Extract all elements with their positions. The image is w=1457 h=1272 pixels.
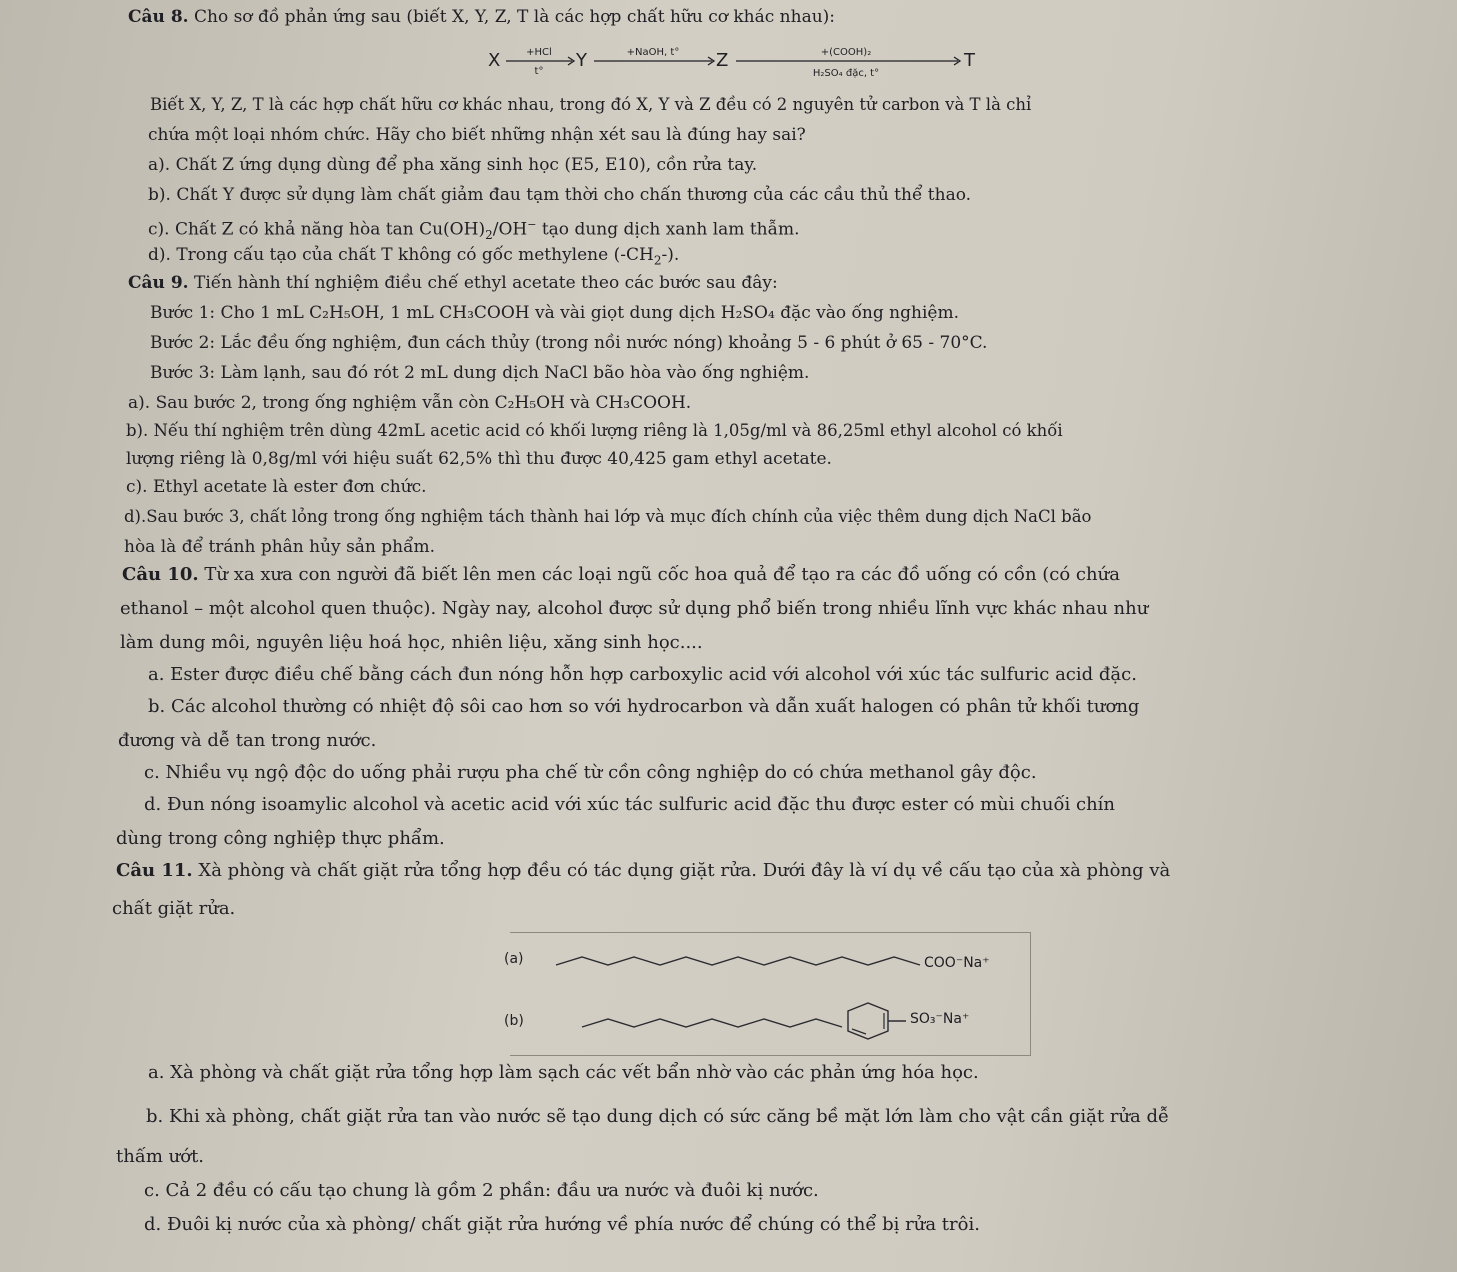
q9-step-3: Bước 3: Làm lạnh, sau đó rót 2 mL dung dịch NaCl bão hòa vào ống nghiệm. (150, 363, 810, 383)
soap-hydrocarbon-tail (556, 957, 920, 965)
q10-title-text: Từ xa xưa con người đã biết lên men các loại ngũ cốc hoa quả để tạo ra các đồ uống có cồn (có chứa (198, 564, 1120, 585)
q10-option-b-1: b. Các alcohol thường có nhiệt độ sôi cao hơn so với hydrocarbon và dẫn xuất halogen có phân tử khối tương (148, 696, 1140, 717)
q8-option-d (148, 244, 679, 271)
figure-label-b: (b) (504, 1013, 524, 1029)
q11-title-bold: Câu 11. (116, 860, 193, 881)
q8-d-text-1: d). Trong cấu tạo của chất T không có gốc methylene (-CH (148, 245, 654, 265)
scheme-t: T (964, 50, 975, 71)
q9-option-d-1: d).Sau bước 3, chất lỏng trong ống nghiệm tách thành hai lớp và mục đích chính của việc thêm dung dịch NaCl bão (124, 507, 1092, 526)
molecule-drawings (510, 933, 1030, 1055)
scheme-y: Y (576, 50, 587, 71)
q9-title-bold: Câu 9. (128, 273, 189, 293)
q11-title-text: Xà phòng và chất giặt rửa tổng hợp đều có tác dụng giặt rửa. Dưới đây là ví dụ về cấu tạo của xà phòng và (192, 860, 1171, 881)
q8-c-text-2: /OH (492, 219, 528, 240)
surfactant-structure-figure (504, 932, 1031, 1056)
q11-option-b-1: b. Khi xà phòng, chất giặt rửa tan vào nước sẽ tạo dung dịch có sức căng bề mặt lớn làm cho vật cần giặt rửa dễ (146, 1106, 1170, 1127)
detergent-hydrocarbon-tail (582, 1019, 842, 1027)
q8-intro-2: chứa một loại nhóm chức. Hãy cho biết những nhận xét sau là đúng hay sai? (148, 125, 806, 145)
q9-option-d-2: hòa là để tránh phân hủy sản phẩm. (124, 537, 436, 557)
detergent-head-group: SO₃⁻Na⁺ (910, 1011, 970, 1027)
q9-option-b-2: lượng riêng là 0,8g/ml với hiệu suất 62,5% thì thu được 40,425 gam ethyl acetate. (126, 449, 832, 469)
q8-c-sub: 2 (485, 228, 493, 243)
q11-option-c: c. Cả 2 đều có cấu tạo chung là gồm 2 phần: đầu ưa nước và đuôi kị nước. (144, 1180, 819, 1201)
q9-option-c: c). Ethyl acetate là ester đơn chức. (126, 477, 427, 497)
q10-title-bold: Câu 10. (122, 564, 199, 585)
benzene-ring-icon (848, 1003, 888, 1039)
q8-d-text-2: -). (661, 245, 680, 265)
figure-label-a: (a) (504, 951, 524, 967)
q10-option-a: a. Ester được điều chế bằng cách đun nóng hỗn hợp carboxylic acid với alcohol với xúc tác sulfuric acid đặc. (148, 664, 1137, 685)
q8-title (128, 6, 835, 28)
q10-intro-3: làm dung môi, nguyên liệu hoá học, nhiên liệu, xăng sinh học.... (120, 632, 703, 653)
q10-title (122, 564, 1120, 586)
scheme-x: X (488, 50, 501, 71)
q8-d-sub: 2 (653, 253, 662, 268)
q8-c-text-3: tạo dung dịch xanh lam thẫm. (536, 219, 800, 240)
arrow-1-reagent: +HCl (526, 47, 552, 58)
q8-title-bold: Câu 8. (128, 7, 189, 27)
arrow-1-condition: t° (534, 66, 544, 77)
q11-title (116, 860, 1170, 882)
q11-option-a: a. Xà phòng và chất giặt rửa tổng hợp làm sạch các vết bẩn nhờ vào các phản ứng hóa học. (148, 1062, 979, 1083)
q9-step-1: Bước 1: Cho 1 mL C₂H₅OH, 1 mL CH₃COOH và vài giọt dung dịch H₂SO₄ đặc vào ống nghiệm. (150, 303, 959, 323)
q10-option-d-1: d. Đun nóng isoamylic alcohol và acetic acid với xúc tác sulfuric acid đặc thu được ester có mùi chuối chín (144, 794, 1116, 815)
q11-intro-2: chất giặt rửa. (112, 898, 236, 919)
q8-c-sup: − (527, 218, 537, 231)
q8-option-c (148, 214, 800, 246)
q8-title-text: Cho sơ đồ phản ứng sau (biết X, Y, Z, T là các hợp chất hữu cơ khác nhau): (188, 7, 836, 27)
q10-intro-2: ethanol – một alcohol quen thuộc). Ngày nay, alcohol được sử dụng phổ biến trong nhiều lĩnh vực khác nhau như (120, 598, 1149, 619)
q10-option-d-2: dùng trong công nghiệp thực phẩm. (116, 828, 445, 849)
arrow-2-reagent: +NaOH, t° (626, 47, 680, 58)
q9-title-text: Tiến hành thí nghiệm điều chế ethyl acetate theo các bước sau đây: (188, 273, 778, 293)
arrow-3-condition: H₂SO₄ đặc, t° (812, 68, 880, 79)
q8-option-b: b). Chất Y được sử dụng làm chất giảm đau tạm thời cho chấn thương của các cầu thủ thể thao. (148, 185, 972, 205)
q9-step-2: Bước 2: Lắc đều ống nghiệm, đun cách thủy (trong nồi nước nóng) khoảng 5 - 6 phút ở 65 - 70°C. (150, 333, 988, 353)
scheme-z: Z (716, 50, 729, 71)
reaction-scheme (488, 30, 988, 80)
q10-option-c: c. Nhiều vụ ngộ độc do uống phải rượu pha chế từ cồn công nghiệp do có chứa methanol gây độc. (144, 762, 1037, 783)
q10-option-b-2: đương và dễ tan trong nước. (118, 730, 377, 751)
q8-intro-1: Biết X, Y, Z, T là các hợp chất hữu cơ khác nhau, trong đó X, Y và Z đều có 2 nguyên tử carbon và T là chỉ (150, 95, 1032, 114)
arrow-3-reagent: +(COOH)₂ (820, 47, 872, 58)
q8-c-text-1: c). Chất Z có khả năng hòa tan Cu(OH) (148, 219, 486, 240)
q8-option-a: a). Chất Z ứng dụng dùng để pha xăng sinh học (E5, E10), cồn rửa tay. (148, 155, 758, 175)
q9-option-a: a). Sau bước 2, trong ống nghiệm vẫn còn C₂H₅OH và CH₃COOH. (128, 393, 692, 413)
soap-head-group: COO⁻Na⁺ (924, 955, 990, 971)
q9-option-b-1: b). Nếu thí nghiệm trên dùng 42mL acetic acid có khối lượng riêng là 1,05g/ml và 86,25ml ethyl alcohol có khối (126, 421, 1063, 440)
q9-title (128, 272, 778, 294)
q11-option-b-2: thấm ướt. (116, 1146, 205, 1167)
q11-option-d: d. Đuôi kị nước của xà phòng/ chất giặt rửa hướng về phía nước để chúng có thể bị rửa trôi. (144, 1214, 980, 1235)
